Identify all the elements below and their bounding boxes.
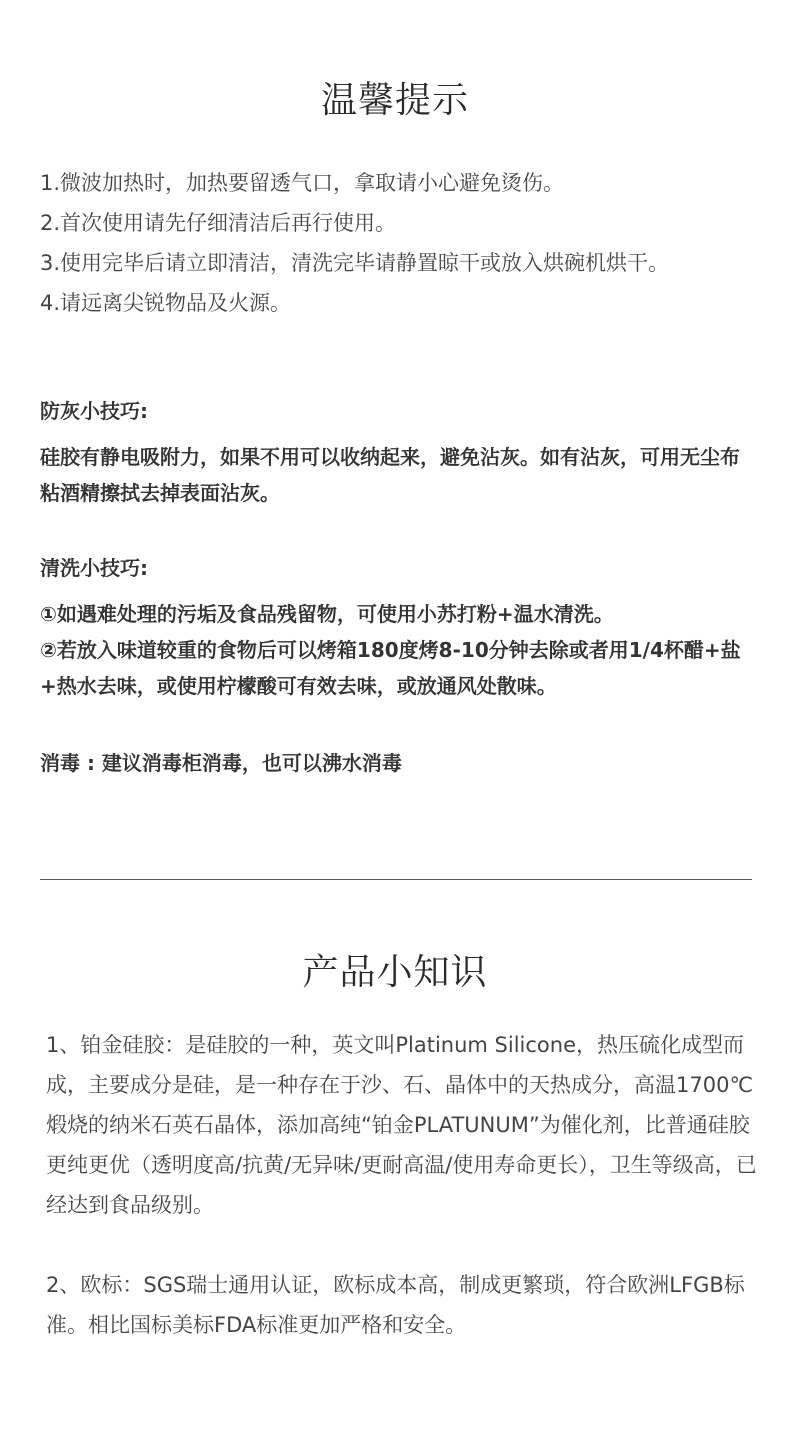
tip-item: 4.请远离尖锐物品及火源。 [40,291,292,315]
cleaning-section [40,550,755,704]
tips-title: 温馨提示 [320,80,469,121]
tip-item: 2.首次使用请先仔细清洁后再行使用。 [40,211,397,235]
dust-heading: 防灰小技巧: [40,399,148,423]
disinfect-section [40,745,755,781]
tip-item: 1.微波加热时，加热要留透气口，拿取请小心避免烫伤。 [40,171,565,195]
knowledge-title: 产品小知识 [302,952,488,993]
cleaning-heading: 清洗小技巧: [40,556,148,580]
dust-section [40,393,755,511]
tips-list [40,163,760,323]
cleaning-item-1: ①如遇难处理的污垢及食品残留物，可使用小苏打粉+温水清洗。 [40,602,614,626]
knowledge-paragraph-1: 1、铂金硅胶：是硅胶的一种，英文叫Platinum Silicone，热压硫化成型而成，主要成分是硅，是一种存在于沙、石、晶体中的天热成分，高温1700℃煅烧的纳米石英石晶体，添加高纯“铂金PLATUNUM”为催化剂，比普通硅胶更纯更优（透明度高/抗黄/无异味/更耐高温/使用寿命更长），卫生等级高，已经达到食品级别。 [46,1033,757,1217]
knowledge-paragraph-2: 2、欧标：SGS瑞士通用认证，欧标成本高，制成更繁琐，符合欧洲LFGB标准。相比国标美标FDA标准更加严格和安全。 [46,1273,745,1337]
tip-item: 3.使用完毕后请立即清洁，清洗完毕请静置晾干或放入烘碗机烘干。 [40,251,670,275]
cleaning-item-2: ②若放入味道较重的食物后可以烤箱180度烤8-10分钟去除或者用1/4杯醋+盐+热水去味，或使用柠檬酸可有效去味，或放通风处散味。 [40,638,741,698]
dust-text: 硅胶有静电吸附力，如果不用可以收纳起来，避免沾灰。如有沾灰，可用无尘布粘酒精擦拭去掉表面沾灰。 [40,445,740,505]
section-divider [40,879,752,880]
disinfect-text: 消毒 : 建议消毒柜消毒，也可以沸水消毒 [40,751,402,775]
